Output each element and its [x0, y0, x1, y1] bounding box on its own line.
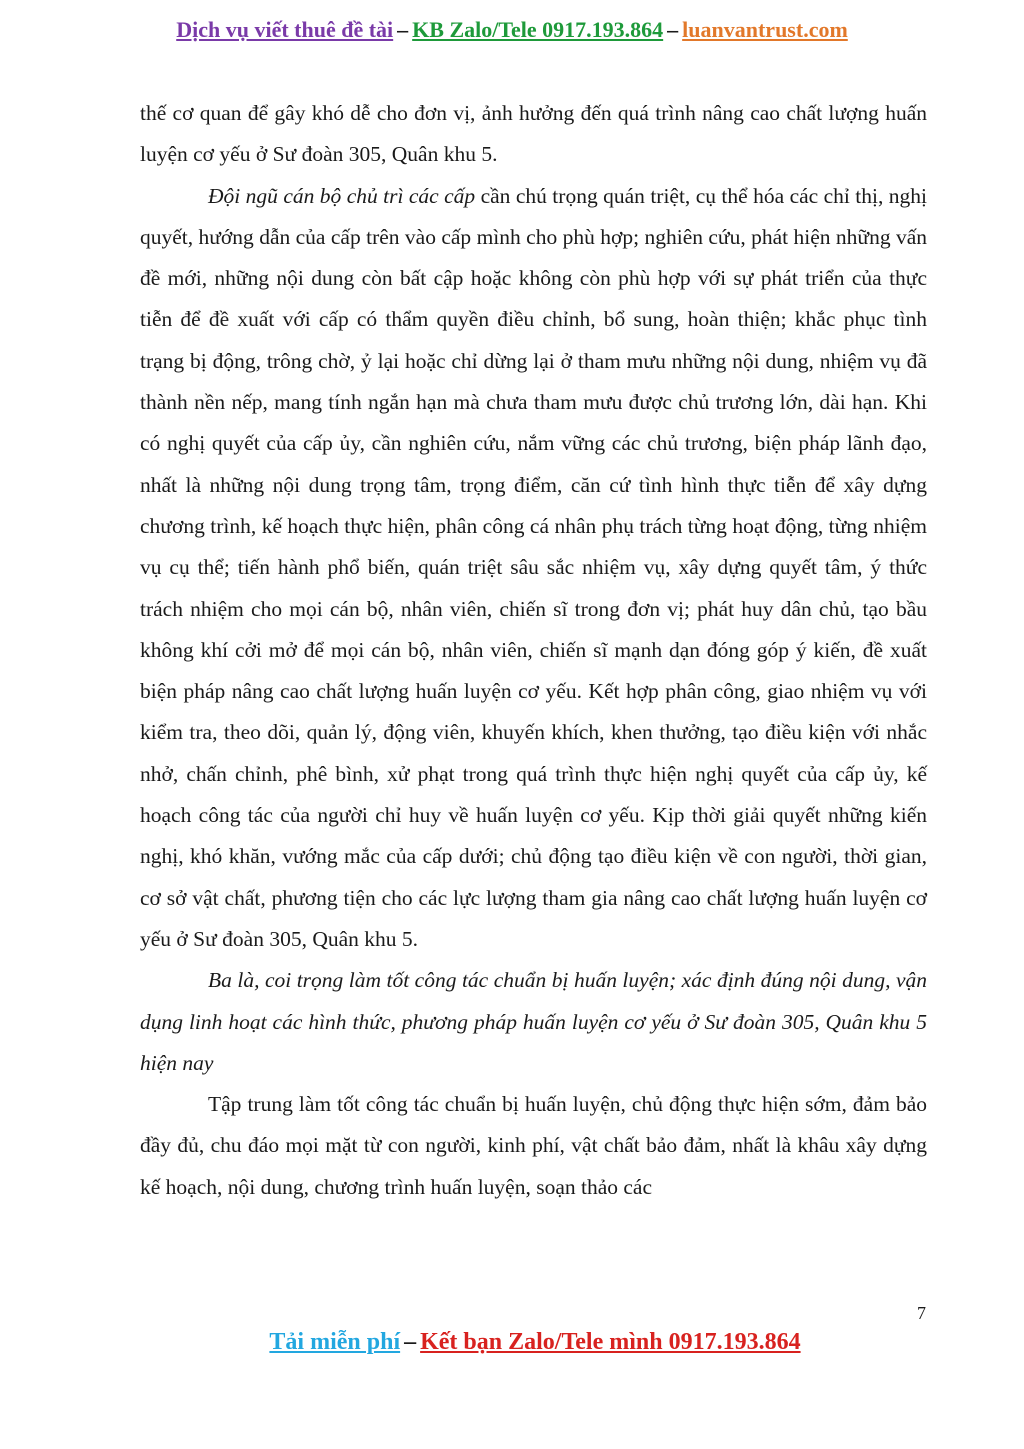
footer-separator: – [404, 1329, 417, 1355]
free-download-link[interactable]: Tải miễn phí [269, 1329, 401, 1355]
page-number: 7 [917, 1303, 926, 1323]
paragraph-leadership [140, 176, 927, 961]
page-footer [0, 1325, 1024, 1359]
header-separator: – [397, 17, 409, 42]
page-header [0, 14, 1024, 46]
section-heading: Ba là, coi trọng làm tốt công tác chuẩn bị huấn luyện; xác định đúng nội dung, vận dụng linh hoạt các hình thức, phương pháp huấn luyện cơ yếu ở Sư đoàn 305, Quân khu 5 hiện nay [140, 968, 927, 1075]
document-body [140, 93, 927, 1208]
website-link[interactable]: luanvantrust.com [682, 17, 848, 42]
zalo-friend-link[interactable]: Kết bạn Zalo/Tele mình 0917.193.864 [420, 1329, 801, 1355]
paragraph-text: cần chú trọng quán triệt, cụ thể hóa các chỉ thị, nghị quyết, hướng dẫn của cấp trên vào cấp mình cho phù hợp; nghiên cứu, phát hiện những vấn đề mới, những nội dung còn bất cập hoặc không còn phù hợp với sự phát triển của thực tiễn để đề xuất với cấp có thẩm quyền điều chỉnh, bổ sung, hoàn thiện; khắc phục tình trạng bị động, trông chờ, ỷ lại hoặc chỉ dừng lại ở tham mưu những nội dung, nhiệm vụ đã thành nền nếp, mang tính ngắn hạn mà chưa tham mưu được chủ trương lớn, dài hạn. Khi có nghị quyết của cấp ủy, cần nghiên cứu, nắm vững các chủ trương, biện pháp lãnh đạo, nhất là những nội dung trọng tâm, trọng điểm, căn cứ tình hình thực tiễn để xây dựng chương trình, kế hoạch thực hiện, phân công cá nhân phụ trách từng hoạt động, từng nhiệm vụ cụ thể; tiến hành phổ biến, quán triệt sâu sắc nhiệm vụ, xây dựng quyết tâm, ý thức trách nhiệm cho mọi cán bộ, nhân viên, chiến sĩ trong đơn vị; phát huy dân chủ, tạo bầu không khí cởi mở để mọi cán bộ, nhân viên, chiến sĩ mạnh dạn đóng góp ý kiến, đề xuất biện pháp nâng cao chất lượng huấn luyện cơ yếu. Kết hợp phân công, giao nhiệm vụ với kiểm tra, theo dõi, quản lý, động viên, khuyến khích, khen thưởng, tạo điều kiện với nhắc nhở, chấn chỉnh, phê bình, xử phạt trong quá trình thực hiện nghị quyết của cấp ủy, kế hoạch công tác của người chỉ huy về huấn luyện cơ yếu. Kịp thời giải quyết những kiến nghị, khó khăn, vướng mắc của cấp dưới; chủ động tạo điều kiện về con người, thời gian, cơ sở vật chất, phương tiện cho các lực lượng tham gia nâng cao chất lượng huấn luyện cơ yếu ở Sư đoàn 305, Quân khu 5. [140, 183, 928, 951]
service-link[interactable]: Dịch vụ viết thuê đề tài [176, 17, 394, 42]
paragraph-lead-phrase: Đội ngũ cán bộ chủ trì các cấp [208, 183, 476, 208]
paragraph-continuation: thế cơ quan để gây khó dễ cho đơn vị, ảnh hưởng đến quá trình nâng cao chất lượng huấn luyện cơ yếu ở Sư đoàn 305, Quân khu 5. [140, 101, 927, 167]
paragraph-preparation: Tập trung làm tốt công tác chuẩn bị huấn luyện, chủ động thực hiện sớm, đảm bảo đầy đủ, chu đáo mọi mặt từ con người, kinh phí, vật chất bảo đảm, nhất là khâu xây dựng kế hoạch, nội dung, chương trình huấn luyện, soạn thảo các [140, 1092, 927, 1199]
zalo-contact-link[interactable]: KB Zalo/Tele 0917.193.864 [412, 17, 664, 42]
header-separator: – [667, 17, 679, 42]
